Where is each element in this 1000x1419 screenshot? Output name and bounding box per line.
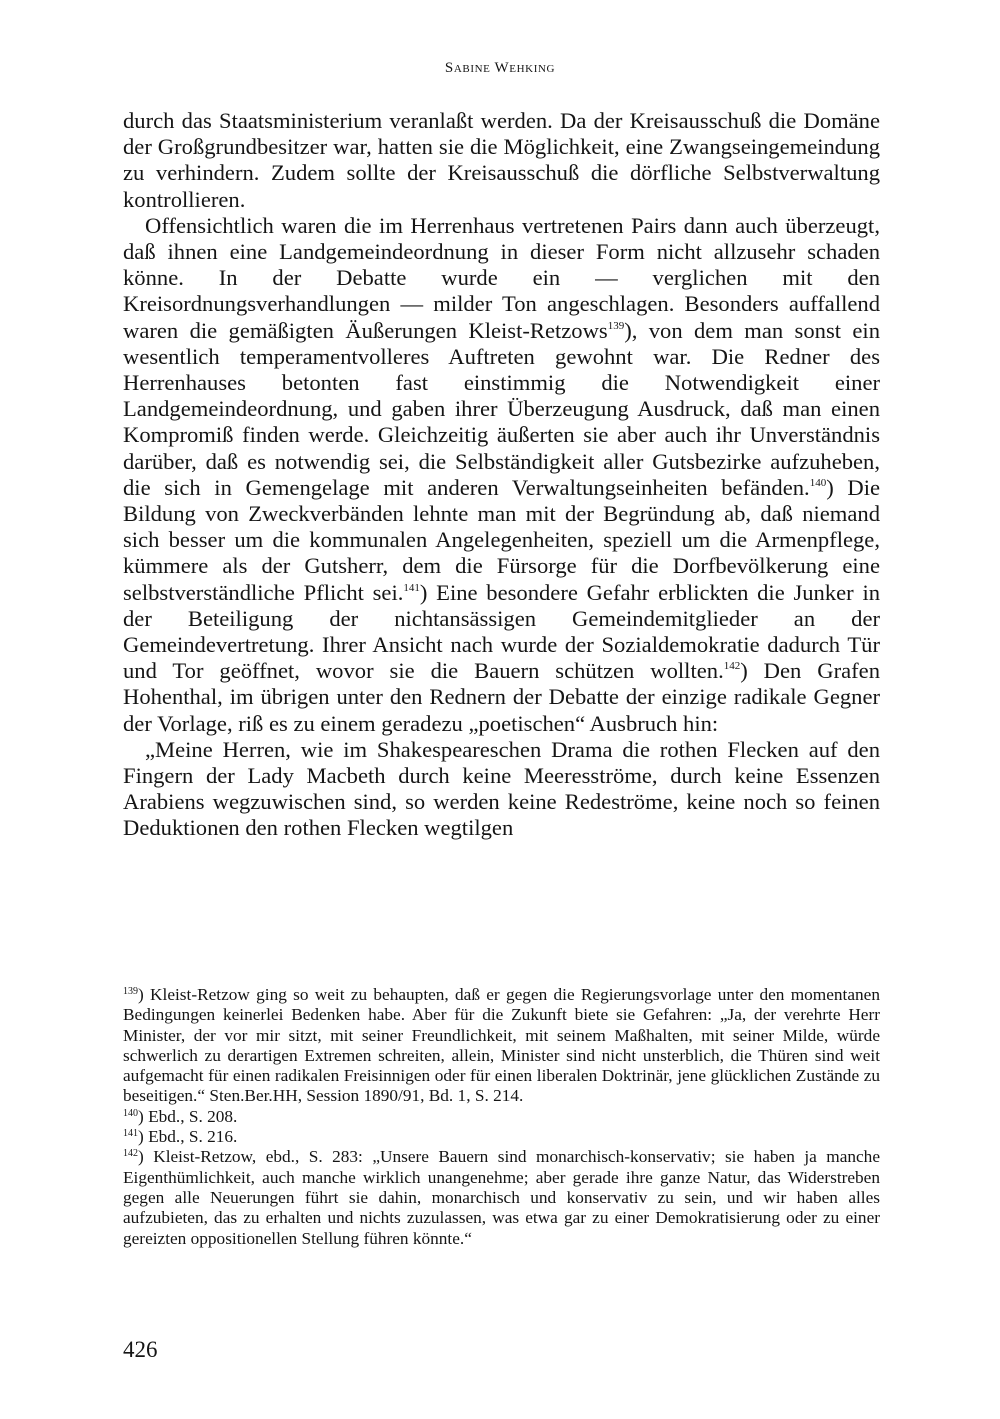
- running-head: [0, 60, 1000, 77]
- footnote: [123, 1147, 880, 1248]
- paragraph: [123, 737, 880, 842]
- footnote: [123, 985, 880, 1107]
- footnote-number: 142: [123, 1148, 138, 1160]
- paragraph-text: Offensichtlich waren die im Herrenhaus vertretenen Pairs dann auch überzeugt, daß ihnen eine Landgemeindeordnung in dieser Form nicht allzusehr schaden könne. In der Debatte wurde ein — verglichen mit den Kreisordnungsverhandlungen — milder Ton angeschlagen. Besonders auffallend waren die gemäßigten Äußerungen Kleist-Retzows: [123, 212, 880, 343]
- footnote-text: ) Kleist-Retzow, ebd., S. 283: „Unsere Bauern sind monarchisch-konservativ; sie haben ja manche Eigenthümlichkeit, auch manche wirklich unangenehme; aber gerade ihre ganze Natur, das Widerstreben gegen alle Neuerungen führt sie dahin, monarchisch und konservativ zu sein, und wir haben alles aufzubieten, das zu erhalten und nichts zuzulassen, was etwa gar zu einer Demokratisierung oder zu einer gereizten oppositionellen Stellung führen könnte.“: [123, 1147, 880, 1248]
- paragraph: [123, 213, 880, 737]
- footnote-reference[interactable]: 140: [809, 476, 827, 489]
- paragraph-text: „Meine Herren, wie im Shakespeareschen Drama die rothen Flecken auf den Fingern der Lady Macbeth durch keine Meeresströme, durch keine Essenzen Arabiens wegzuwischen sind, so werden keine Redeströme, keine noch so feinen Deduktionen den rothen Flecken wegtilgen: [123, 736, 880, 841]
- paragraph-text: ) Die Bildung von Zweckverbänden lehnte man mit der Begründung ab, daß niemand sich besser um die kommunalen Angelegenheiten, speziell um die Armenpflege, kümmere als der Gutsherr, dem die Fürsorge für die Dorfbevölkerung eine selbstverständliche Pflicht sei.: [123, 474, 880, 605]
- paragraph-text: durch das Staatsministerium veranlaßt werden. Da der Kreisausschuß die Domäne der Großgrundbesitzer war, hatten sie die Möglichkeit, eine Zwangseingemeindung zu verhindern. Zudem sollte der Kreisausschuß die dörfliche Selbstverwaltung kontrollieren.: [123, 108, 880, 212]
- footnote-number: 141: [123, 1128, 138, 1140]
- paragraph: [123, 108, 880, 213]
- footnote-text: ) Ebd., S. 216.: [138, 1127, 238, 1147]
- footnotes: [123, 985, 880, 1249]
- main-text: [123, 108, 880, 842]
- paragraph-text: ) Eine besondere Gefahr erblickten die Junker in der Beteiligung der nichtansässigen Gemeindemitglieder an der Gemeindevertretung. Ihrer Ansicht nach wurde der Sozialdemokratie dadurch Tür und Tor geöffnet, wovor sie die Bauern schützen wollten.: [123, 579, 881, 684]
- paragraph-text: ) Den Grafen Hohenthal, im übrigen unter den Rednern der Debatte der einzige radikale Gegner der Vorlage, riß es zu einem geradezu „poetischen“ Ausbruch hin:: [123, 658, 880, 736]
- footnote-number: 139: [123, 986, 138, 997]
- footnote-number: 140: [123, 1107, 138, 1119]
- page-number: 426: [123, 1337, 158, 1362]
- footnote-reference[interactable]: 142: [723, 660, 741, 673]
- footnote-text: ) Kleist-Retzow ging so weit zu behaupten, daß er gegen die Regierungsvorlage unter den momentanen Bedingungen keinerlei Bedenken habe. Aber für die Zukunft biete sie Gefahren: „Ja, der verehrte Herr Minister, der vor mir sitzt, mit seiner Freundlichkeit, mit seinem Maßhalten, mit seiner Milde, würde schwerlich zu derartigen Extremen schreiten, allein, Minister sind nicht unsterblich, die Thüren sind weit aufgemacht für einen radikalen Freisinnigen oder für einen liberalen Doktrinär, jene glücklichen Zustände zu beseitigen.“ Sten.Ber.HH, Session 1890/91, Bd. 1, S. 214.: [123, 985, 880, 1106]
- running-head-text: Sabine Wehking: [444, 60, 556, 76]
- footnote-reference[interactable]: 139: [607, 319, 625, 332]
- footnote-reference[interactable]: 141: [403, 581, 420, 594]
- paragraph-text: ), von dem man sonst ein wesentlich temperamentvolleres Auftreten gewohnt war. Die Redner des Herrenhauses betonten fast einstimmig die Notwendigkeit einer Landgemeindeordnung, und gaben ihrer Überzeugung Ausdruck, daß man einen Kompromiß finden werde. Gleichzeitig äußerten sie aber auch ihr Unverständnis darüber, daß es notwendig sei, die Selbständigkeit aller Gutsbezirke aufzuheben, die sich in Gemengelage mit anderen Verwaltungseinheiten befänden.: [123, 317, 880, 500]
- footnote-text: ) Ebd., S. 208.: [138, 1106, 238, 1126]
- footnote: [123, 1127, 880, 1147]
- footnote: [123, 1107, 880, 1127]
